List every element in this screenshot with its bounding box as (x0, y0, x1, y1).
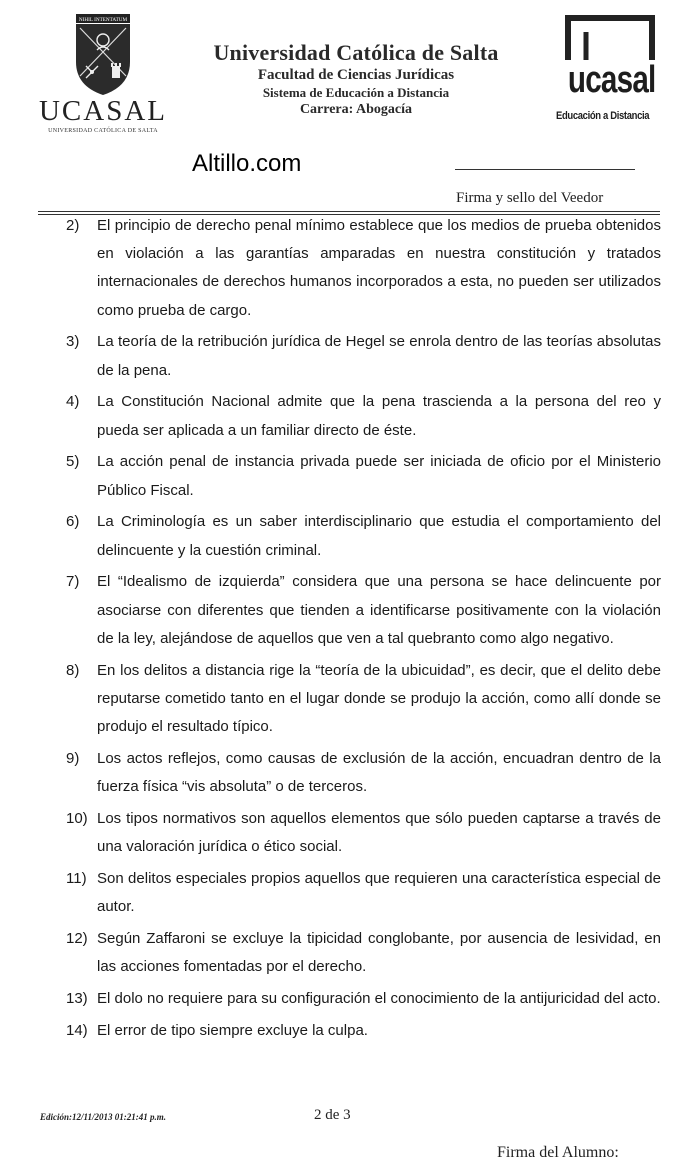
veedor-signature-label: Firma y sello del Veedor (456, 190, 604, 206)
list-item (66, 388, 661, 444)
item-text: En los delitos a distancia rige la “teoría de la ubicuidad”, es decir, que el delito debe reputarse cometido tanto en el lugar donde se produjo la acción, como allí donde se produjo el resultado típico. (97, 661, 661, 736)
crest-motto: NIHIL INTENTATUM (78, 16, 128, 23)
university-name: Universidad Católica de Salta (213, 40, 499, 65)
list-item (66, 745, 661, 801)
crest-icon (74, 14, 132, 96)
item-number: 14) (66, 1021, 88, 1039)
list-item (66, 925, 661, 981)
list-item (66, 805, 661, 861)
item-number: 6) (66, 513, 80, 531)
edition-timestamp: Edición:12/11/2013 01:21:41 p.m. (40, 1112, 166, 1122)
ucasal-distance-logo (556, 12, 664, 124)
item-text: Los actos reflejos, como causas de exclusión de la acción, encuadran dentro de la fuerza física “vis absoluta” o de terceros. (97, 749, 661, 796)
career-name: Carrera: Abogacía (299, 102, 413, 117)
item-number: 3) (66, 333, 80, 351)
item-text: La Constitución Nacional admite que la pena trascienda a la persona del reo y pueda ser aplicada a un familiar directo de éste. (97, 393, 661, 439)
item-text: Los tipos normativos son aquellos elementos que sólo pueden captarse a través de una valoración jurídica o ético social. (97, 809, 661, 856)
right-logo-wordmark: ucasal (567, 59, 656, 101)
right-logo-subtext: Educación a Distancia (556, 110, 650, 122)
item-text: Son delitos especiales propios aquellos que requieren una característica especial de autor. (97, 869, 661, 916)
item-text: El dolo no requiere para su configuración el conocimiento de la antijuricidad del acto. (97, 989, 661, 1007)
ucasal-crest-logo (36, 14, 170, 134)
item-text: Según Zaffaroni se excluye la tipicidad conglobante, por ausencia de lesividad, en las acciones fomentadas por el derecho. (97, 929, 661, 976)
item-text: La Criminología es un saber interdisciplinario que estudia el comportamiento del delincuente y la cuestión criminal. (97, 513, 661, 559)
item-text: El “Idealismo de izquierda” considera que una persona se hace delincuente por asociarse con diferentes que tienden a identificarse positivamente con la violación de la ley, alejándose de aquellos que ven a tal quebranto como algo negativo. (97, 573, 661, 647)
item-number: 10) (66, 809, 88, 827)
item-number: 8) (66, 661, 80, 679)
list-item (66, 1017, 661, 1045)
watermark-text: Altillo.com (192, 150, 302, 177)
item-text: La teoría de la retribución jurídica de Hegel se enrola dentro de las teorías absolutas de la pena. (97, 333, 661, 379)
list-item (66, 508, 661, 564)
item-text: El principio de derecho penal mínimo establece que los medios de prueba obtenidos en violación a las garantías amparadas en nuestra constitución y tratados internacionales de derechos humanos incorporados a esta, no pueden ser utilizados como prueba de cargo. (97, 217, 661, 319)
list-item (66, 865, 661, 921)
list-item (66, 985, 661, 1013)
veedor-signature-line (455, 169, 635, 170)
list-item (66, 568, 661, 653)
left-logo-subtext: UNIVERSIDAD CATÓLICA DE SALTA (48, 128, 158, 134)
statement-list (66, 212, 661, 1048)
item-number: 12) (66, 929, 88, 947)
left-logo-wordmark: UCASAL (38, 95, 167, 127)
list-item (66, 328, 661, 384)
document-header (180, 40, 532, 119)
item-text: La acción penal de instancia privada puede ser iniciada de oficio por el Ministerio Público Fiscal. (97, 453, 661, 499)
list-item (66, 212, 661, 325)
item-number: 13) (66, 989, 88, 1007)
item-number: 2) (66, 217, 80, 234)
list-item (66, 657, 661, 742)
item-text: El error de tipo siempre excluye la culpa. (97, 1021, 368, 1039)
faculty-name: Facultad de Ciencias Jurídicas (257, 67, 455, 83)
page-number: 2 de 3 (314, 1107, 351, 1123)
education-system: Sistema de Educación a Distancia (262, 85, 450, 100)
student-signature-label: Firma del Alumno: (497, 1144, 619, 1161)
list-item (66, 448, 661, 504)
item-number: 7) (66, 573, 80, 591)
item-number: 11) (66, 869, 87, 887)
item-number: 9) (66, 749, 80, 767)
ucasal-frame-icon (562, 12, 658, 62)
item-number: 4) (66, 393, 80, 411)
item-number: 5) (66, 453, 80, 471)
